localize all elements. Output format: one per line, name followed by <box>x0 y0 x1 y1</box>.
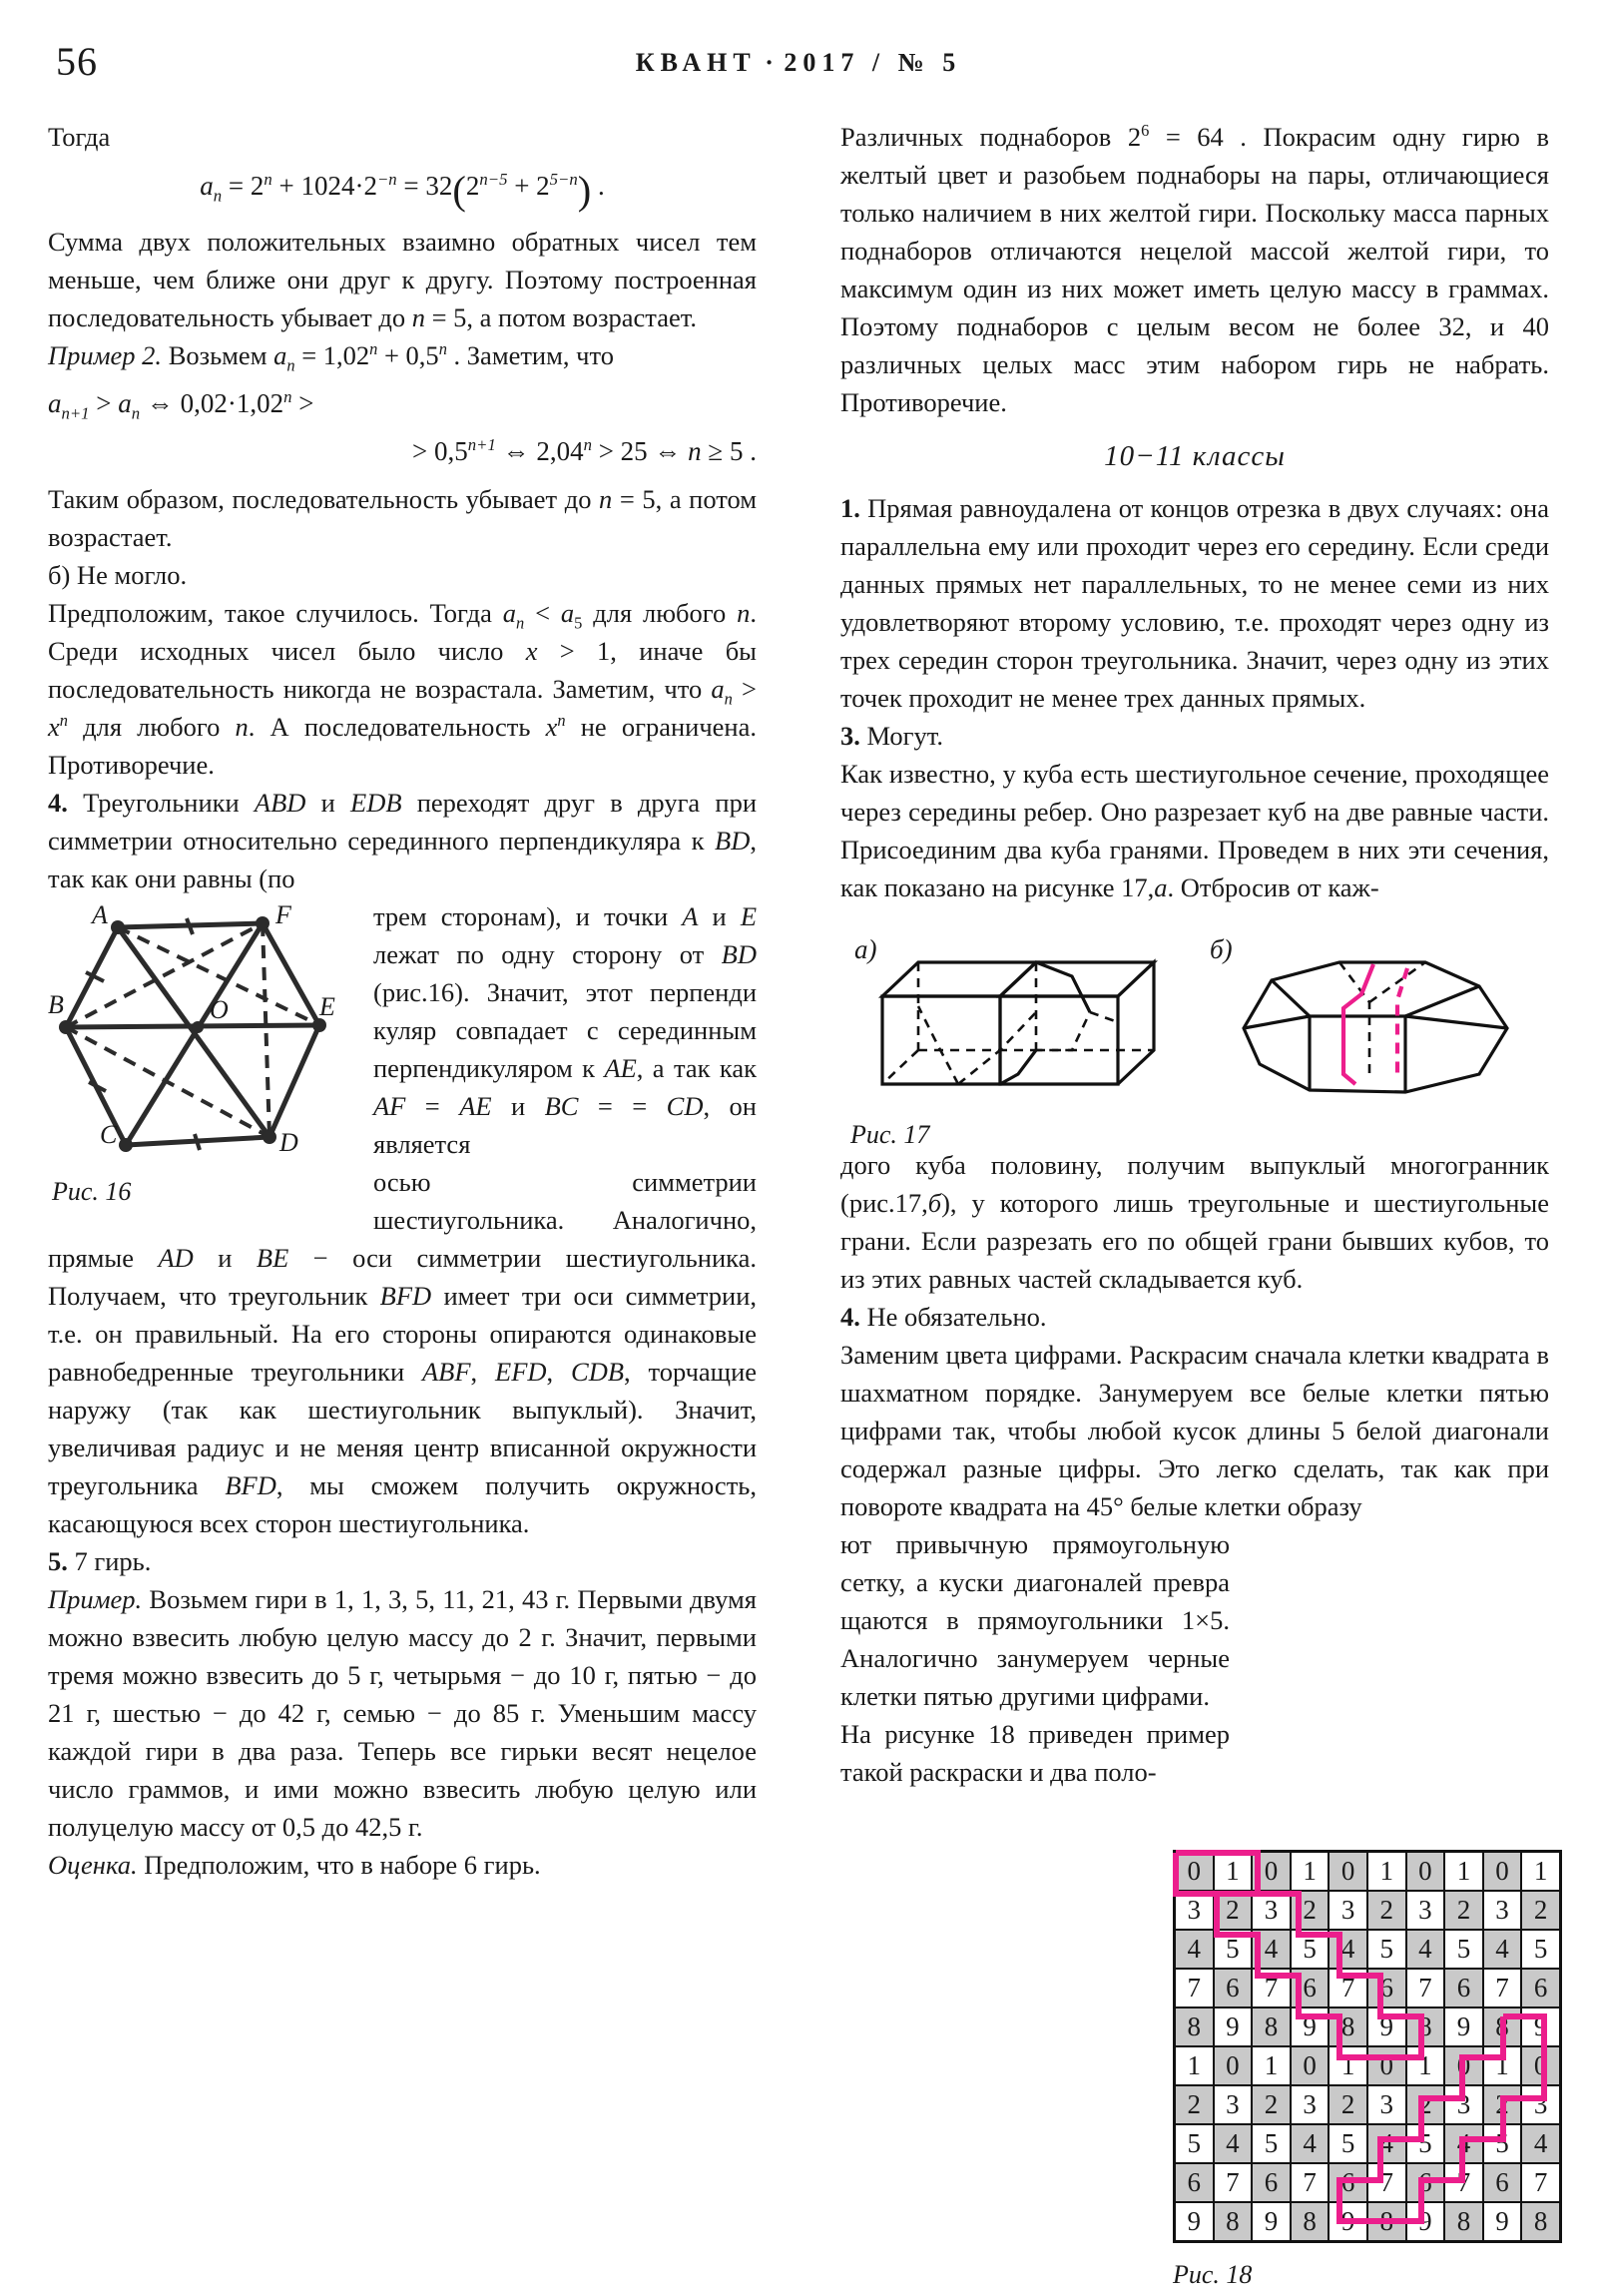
fig16-label-F: F <box>275 904 291 929</box>
para-example-2: Пример 2. Возьмем $a_n = 1,02^n + 0,5^n$ . Заметим, что <box>48 339 614 375</box>
figure-18-cell: 2 <box>1367 1891 1406 1930</box>
figure-18-cell: 2 <box>1444 1891 1483 1930</box>
figure-18-cell: 8 <box>1521 2202 1560 2242</box>
figure-18-row <box>1175 2202 1561 2242</box>
figure-18-cell: 1 <box>1329 2046 1367 2085</box>
formula-an1-gt-an: $a_{n+1} > a_n$ ⇔ $0,02\cdot 1,02^n$ > <box>48 386 314 423</box>
figure-18-cell: 3 <box>1521 2085 1560 2124</box>
figure-18-cell: 0 <box>1252 1852 1291 1892</box>
figure-18-cell: 4 <box>1214 2124 1253 2163</box>
figure-18-row <box>1175 2124 1561 2163</box>
figure-18-cell: 0 <box>1175 1852 1214 1892</box>
figure-18-cell: 3 <box>1291 2085 1330 2124</box>
figure-18-cell: 6 <box>1175 2163 1214 2202</box>
figure-18-cell: 3 <box>1367 2085 1406 2124</box>
figure-18-cell: 5 <box>1175 2124 1214 2163</box>
figure-18-cell: 1 <box>1444 1852 1483 1892</box>
figure-18-cell: 6 <box>1252 2163 1291 2202</box>
figure-16-caption: Рис. 16 <box>52 1176 132 1206</box>
para-subsets: Различных поднаборов $2^6 = 64$ . Покрасим одну гирю в желтый цвет и разобьем поднаборы на пары, отличающиеся только наличием в них желтой гири. Поскольку масса парных подна​боров отличаются нецелой массой желтой гири, то максимум один из них может иметь целую массу в граммах. Поэтому поднаборов с целым весом не более 32, и 40 различных целых масс этим набором гирь не набрать. Противоречие. <box>840 121 1549 417</box>
page-header <box>0 38 1597 98</box>
figure-18-cell: 0 <box>1444 2046 1483 2085</box>
figure-18-cell: 0 <box>1483 1852 1522 1892</box>
figure-17-caption: Рис. 17 <box>850 1120 930 1149</box>
para-item-5 <box>48 1542 757 1580</box>
para-item-4r-body-narrow: ют привычную прямо​угольную сетку, а кус​ки диагоналей превра​щаются в прямоуголь​ники 1×5. Аналогично занумеруем черные клетки пятью другими цифрами. <box>840 1529 1230 1711</box>
fig16-label-D: D <box>279 1127 298 1157</box>
figure-18-cell: 8 <box>1252 2008 1291 2046</box>
example-label: Пример. <box>48 1583 143 1614</box>
figure-18-cell: 9 <box>1252 2202 1291 2242</box>
figure-18-cell: 7 <box>1252 1969 1291 2008</box>
figure-18 <box>1173 1850 1562 2290</box>
figure-18-cell: 8 <box>1444 2202 1483 2242</box>
item-1-number: 1. <box>840 493 860 523</box>
figure-18-cell: 3 <box>1175 1891 1214 1930</box>
figure-18-cell: 5 <box>1483 2124 1522 2163</box>
figure-18-cell: 0 <box>1521 2046 1560 2085</box>
figure-17-label-a: а) <box>854 934 877 964</box>
example-2-label: Пример 2. <box>48 339 163 370</box>
estimate-label: Оценка. <box>48 1849 138 1880</box>
figure-18-cell: 4 <box>1291 2124 1330 2163</box>
para-item-4r <box>840 1298 1549 1336</box>
figure-17-drawing <box>840 924 1539 1114</box>
figure-18-cell: 1 <box>1291 1852 1330 1892</box>
figure-18-cell: 0 <box>1367 2046 1406 2085</box>
figure-16 <box>48 905 357 1205</box>
fig16-label-C: C <box>100 1119 118 1149</box>
figure-18-cell: 6 <box>1214 1969 1253 2008</box>
para-suppose: Предположим, такое случилось. Тогда $a_n < a_5$ для любого n. Среди исходных чисел было чис​ло x > 1, иначе бы последовательность никогда не возрастала. Заметим, что $a_n > x^n$ для любо​го n. А последовательность $x^n$ не ограничена. Противоречие. <box>48 597 758 780</box>
figure-18-cell: 1 <box>1483 2046 1522 2085</box>
figure-18-cell: 9 <box>1521 2008 1560 2046</box>
figure-18-cell: 2 <box>1329 2085 1367 2124</box>
figure-18-cell: 4 <box>1367 2124 1406 2163</box>
figure-18-cell: 9 <box>1214 2008 1253 2046</box>
para-item-1: 1. Прямая равноудалена от концов отрезка в двух случаях: она параллельна ему или прохо​дит через его середину. Если среди данных пря​мых нет параллельных, то не менее семи из них удовлетворяют второму условию, т.е. проходят через одну из трех середин сторон треугольника. Значит, через одну из этих точек проходит не менее трех данных прямых. <box>840 493 1549 713</box>
figure-18-cell: 1 <box>1367 1852 1406 1892</box>
para-example: Пример. Возьмем гири в 1, 1, 3, 5, 11, 21, 43 г. Первыми двумя можно взвесить любую целую массу до 2 г. Значит, первыми тремя можно взвесить до 5 г, четырьмя − до 10 г, пятью − до 21 г, шестью − до 42 г, семью − до 85 г. Умень​шим массу каждой гири в два раза. Теперь все гирьки весят нецелое число граммов, и ими можно взвесить любую целую или полуцелую массу от 0,5 до 42,5 г. <box>48 1583 757 1842</box>
figure-18-cell: 7 <box>1521 2163 1560 2202</box>
para-item-3-body2: дого куба половину, получим выпуклый много​гранник (рис.17,б), у которого лишь треуголь​ные и шестиугольные грани. Если разрезать его по общей грани бывших кубов, то из этих рав​ных частей складывается куб. <box>840 1150 1549 1294</box>
figure-18-cell: 9 <box>1483 2202 1522 2242</box>
figure-18-cell: 6 <box>1444 1969 1483 2008</box>
para-item-3-body: Как известно, у куба есть шестиугольное сече​ние, проходящее через середины ребер. Оно разрезает куб на две равные части. Присоединим два куба гранями. Проведем в них эти сечения, как показано на рисунке 17,а. Отбросив от каж- <box>840 759 1549 902</box>
figure-18-cell: 6 <box>1367 1969 1406 2008</box>
figure-17-label-b: б) <box>1210 934 1233 964</box>
header-separator: · <box>765 48 776 77</box>
figure-18-cell: 2 <box>1175 2085 1214 2124</box>
journal-name: КВАНТ <box>635 48 757 77</box>
figure-18-cell: 4 <box>1444 2124 1483 2163</box>
figure-18-cell: 6 <box>1483 2163 1522 2202</box>
figure-18-cell: 4 <box>1252 1930 1291 1969</box>
figure-18-cell: 4 <box>1329 1930 1367 1969</box>
estimate-body: Предположим, что в наборе 6 гирь. <box>144 1849 541 1880</box>
figure-18-cell: 5 <box>1291 1930 1330 1969</box>
fig16-label-E: E <box>319 991 335 1021</box>
figure-18-row <box>1175 1891 1561 1930</box>
figure-18-cell: 5 <box>1406 2124 1445 2163</box>
figure-18-cell: 5 <box>1252 2124 1291 2163</box>
figure-18-caption: Рис. 18 <box>1173 2260 1253 2289</box>
figure-18-cell: 6 <box>1329 2163 1367 2202</box>
figure-18-cell: 5 <box>1521 1930 1560 1969</box>
figure-18-cell: 8 <box>1367 2202 1406 2242</box>
figure-18-cell: 7 <box>1214 2163 1253 2202</box>
journal-issue: 2017 / № 5 <box>784 48 962 77</box>
figure-18-cell: 7 <box>1483 1969 1522 2008</box>
figure-18-cell: 3 <box>1406 1891 1445 1930</box>
figure-18-cell: 2 <box>1406 2085 1445 2124</box>
fig16-label-B: B <box>48 989 64 1019</box>
figure-18-cell: 4 <box>1406 1930 1445 1969</box>
figure-18-cell: 2 <box>1214 1891 1253 1930</box>
figure-18-cell: 6 <box>1291 1969 1330 2008</box>
figure-18-cell: 0 <box>1214 2046 1253 2085</box>
figure-18-cell: 1 <box>1521 1852 1560 1892</box>
formula-an-1: $a_n = 2^n + 1024\cdot 2^{-n} = 32(2^{n-5} + 2^{5-n})$ . <box>200 167 605 213</box>
figure-18-cell: 9 <box>1406 2202 1445 2242</box>
figure-18-cell: 7 <box>1406 1969 1445 2008</box>
figure-17 <box>840 920 1549 1149</box>
para-thus: Таким образом, последовательность убывает до n = 5, а потом возрастает. <box>48 483 757 552</box>
figure-18-cell: 8 <box>1175 2008 1214 2046</box>
para-item-3 <box>840 717 1549 755</box>
figure-18-row <box>1175 1930 1561 1969</box>
figure-18-cell: 5 <box>1444 1930 1483 1969</box>
figure-18-cell: 7 <box>1367 2163 1406 2202</box>
item-3-number: 3. <box>840 721 860 751</box>
figure-18-cell: 3 <box>1444 2085 1483 2124</box>
figure-18-cell: 3 <box>1214 2085 1253 2124</box>
para-item-4-cont: осью симметрии шестиугольника. Аналогично, прямые AD и BE − оси симметрии шестиуголь​ника. Получаем, что треугольник BFD имеет три оси симметрии, т.е. он правильный. На его стороны опираются одинаковые равнобедрен​ные треугольники ABF, EFD, CDB, торчащие наружу (так как шестиугольник выпуклый). Значит, увеличивая радиус и не меняя центр вписанной окружности треугольника BFD, мы сможем получить окружность, касающуюся всех сторон шестиугольника. <box>48 1166 758 1538</box>
para-togda: Тогда <box>48 122 111 152</box>
figure-18-cell: 9 <box>1367 2008 1406 2046</box>
figure-18-cell: 3 <box>1329 1891 1367 1930</box>
figure-18-cell: 9 <box>1329 2202 1367 2242</box>
figure-18-cell: 2 <box>1483 2085 1522 2124</box>
figure-18-cell: 9 <box>1175 2202 1214 2242</box>
figure-18-cell: 2 <box>1521 1891 1560 1930</box>
figure-18-cell: 5 <box>1329 2124 1367 2163</box>
item-5-number: 5. <box>48 1545 68 1576</box>
left-column <box>48 118 757 1884</box>
figure-18-cell: 8 <box>1291 2202 1330 2242</box>
journal-title-line <box>0 48 1597 78</box>
para-b-nemoglo: б) Не могло. <box>48 559 188 590</box>
figure-18-cell: 6 <box>1521 1969 1560 2008</box>
formula-an1-gt-an-cont: > $0,5^{n+1}$ ⇔ $2,04^n > 25$ ⇔ n ≥ 5 . <box>412 434 757 466</box>
figure-18-cell: 8 <box>1406 2008 1445 2046</box>
figure-18-cell: 8 <box>1214 2202 1253 2242</box>
para-item-4-wrap: трем сторонам), и точки A и E лежат по одну сторону от BD (рис.16). Зна​чит, этот перпенди​куляр совпадает с се​рединным перпенди​куляром к AE, а так как AF = AE и BC = = CD, он является <box>373 900 757 1159</box>
para-estimate <box>48 1846 757 1884</box>
figure-18-cell: 7 <box>1291 2163 1330 2202</box>
para-item-4r-body2: На рисунке 18 приве​ден пример такой раскраски и два поло- <box>840 1719 1230 1787</box>
figure-18-cell: 9 <box>1291 2008 1330 2046</box>
item-3-answer: Могут. <box>866 721 943 751</box>
figure-18-cell: 5 <box>1214 1930 1253 1969</box>
figure-18-cell: 3 <box>1483 1891 1522 1930</box>
figure-18-cell: 7 <box>1444 2163 1483 2202</box>
figure-18-cell: 0 <box>1329 1852 1367 1892</box>
fig16-label-O: O <box>210 994 229 1024</box>
figure-18-row <box>1175 2046 1561 2085</box>
figure-18-cell: 4 <box>1175 1930 1214 1969</box>
page-number: 56 <box>56 39 98 84</box>
figure-18-cell: 9 <box>1444 2008 1483 2046</box>
para-item-4r-body: Заменим цвета цифрами. Раскрасим сначала клет​ки квадрата в шахматном порядке. Занумеруем все белые клетки пятью цифрами так, чтобы любой кусок длины 5 белой диагонали содержал разные цифры. Это легко сделать, так как при повороте квадрата на 45° белые клетки образу​ <box>840 1340 1549 1521</box>
figure-18-cell: 0 <box>1291 2046 1330 2085</box>
right-column <box>840 118 1549 1791</box>
item-5-answer: 7 гирь. <box>74 1545 152 1576</box>
figure-18-cell: 8 <box>1329 2008 1367 2046</box>
item-4r-answer: Не обязательно. <box>866 1302 1047 1332</box>
figure-18-cell: 0 <box>1406 1852 1445 1892</box>
figure-18-row <box>1175 1969 1561 2008</box>
figure-18-cell: 1 <box>1252 2046 1291 2085</box>
figure-18-row <box>1175 2085 1561 2124</box>
figure-18-cell: 5 <box>1367 1930 1406 1969</box>
figure-18-row <box>1175 2008 1561 2046</box>
para-item-4: 4. Треугольники ABD и EDB переходят друг в друга при симметрии относительно серединного перпендикуляра к BD, так как они равны (по <box>48 787 758 893</box>
item-4r-number: 4. <box>840 1302 860 1332</box>
figure-16-drawing <box>48 905 347 1170</box>
figure-18-row <box>1175 2163 1561 2202</box>
figure-18-cell: 6 <box>1406 2163 1445 2202</box>
fig16-label-A: A <box>92 904 108 929</box>
figure-18-cell: 4 <box>1521 2124 1560 2163</box>
para-sum-two: Сумма двух положительных взаимно обратных чисел тем меньше, чем ближе они друг к другу. Поэтому построенная последовательность убы​вает до n = 5, а потом возрастает. <box>48 226 757 332</box>
figure-18-cell: 7 <box>1175 1969 1214 2008</box>
figure-18-cell: 7 <box>1329 1969 1367 2008</box>
figure-18-cell: 3 <box>1252 1891 1291 1930</box>
figure-18-row <box>1175 1852 1561 1892</box>
figure-18-cell: 4 <box>1483 1930 1522 1969</box>
figure-18-cell: 2 <box>1291 1891 1330 1930</box>
figure-18-cell: 1 <box>1406 2046 1445 2085</box>
figure-18-cell: 8 <box>1483 2008 1522 2046</box>
class-heading: 10−11 классы <box>1104 440 1286 472</box>
figure-18-grid <box>1173 1850 1562 2243</box>
figure-18-cell: 2 <box>1252 2085 1291 2124</box>
item-4-number: 4. <box>48 787 68 818</box>
figure-18-cell: 1 <box>1214 1852 1253 1892</box>
figure-18-cell: 1 <box>1175 2046 1214 2085</box>
